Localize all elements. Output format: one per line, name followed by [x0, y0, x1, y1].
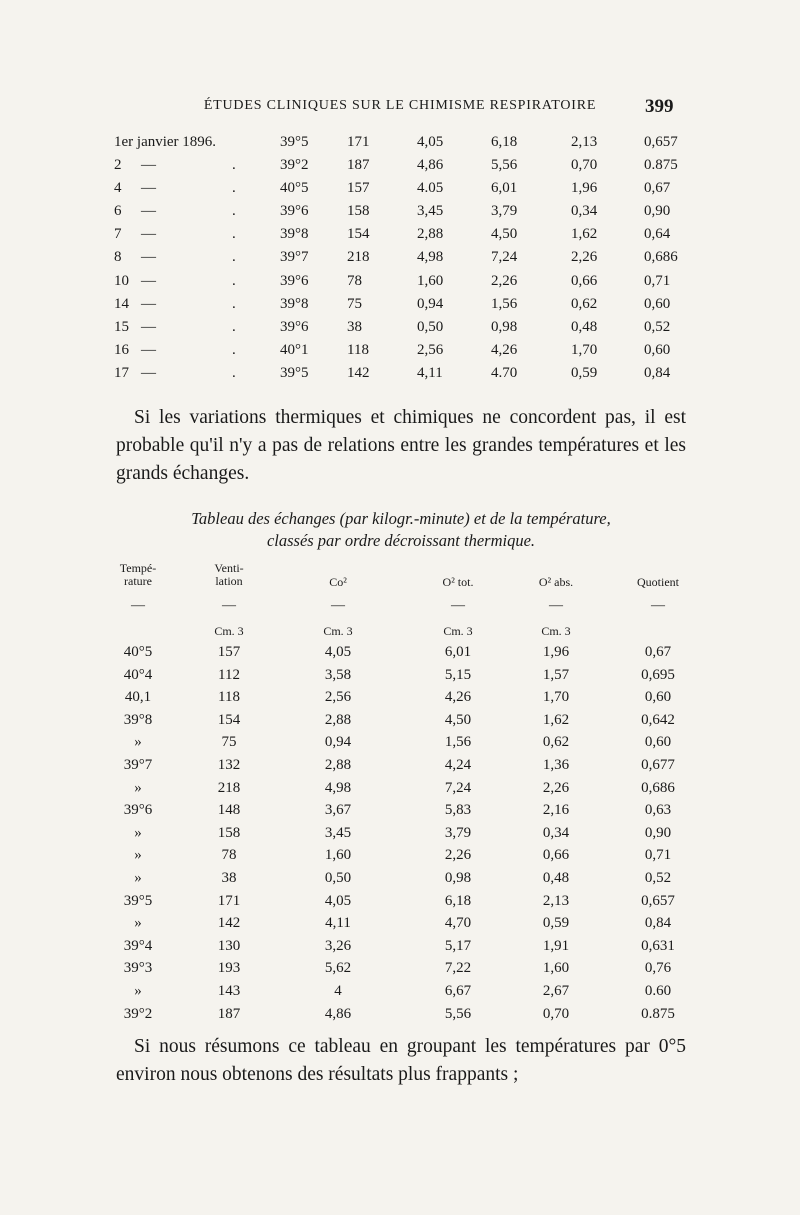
o2-total-cell: 1,56 [491, 295, 518, 312]
ventilation-cell: 118 [218, 689, 240, 706]
header-dash: — [549, 598, 563, 613]
co2-cell: 2,88 [417, 226, 444, 243]
table-row [116, 1006, 696, 1029]
header-rule-row [116, 598, 696, 620]
column-header-temperature: Tempé- rature [119, 561, 157, 588]
co2-cell: 4,98 [417, 249, 444, 266]
temperature-cell: 40°5 [280, 180, 309, 197]
o2-total-cell: 3,79 [444, 824, 472, 841]
quotient-cell: 0,67 [644, 180, 671, 197]
quotient-cell: 0,695 [641, 666, 675, 683]
o2-absorbed-cell: 1,36 [542, 756, 570, 773]
o2-total-cell: 7,22 [444, 960, 472, 977]
o2-total-cell: 4,26 [491, 341, 518, 358]
ditto-dash: — [141, 318, 156, 335]
table-row [114, 319, 694, 342]
table-row [116, 780, 696, 803]
ventilation-cell: 38 [347, 318, 362, 335]
o2-absorbed-cell: 0,70 [571, 157, 598, 174]
column-header-o2-absorbed: O² abs. [538, 575, 574, 589]
ventilation-cell: 75 [221, 734, 237, 751]
temperature-cell: 39°8 [123, 711, 153, 728]
ventilation-cell: 130 [217, 937, 241, 954]
table-row [116, 667, 696, 690]
temperature-cell: 40°4 [123, 666, 153, 683]
o2-total-cell: 2,26 [444, 847, 472, 864]
temperature-cell: » [134, 734, 142, 751]
quotient-cell: 0,631 [641, 937, 675, 954]
date-cell: 14 [114, 295, 129, 312]
header-dash: — [331, 598, 345, 613]
temperature-cell: 40°1 [280, 341, 309, 358]
date-cell: 15 [114, 318, 129, 335]
temperature-cell: 39°6 [280, 272, 309, 289]
temperature-cell: 40°5 [123, 644, 153, 660]
unit-label: Cm. 3 [541, 624, 571, 638]
table-row [116, 893, 696, 916]
quotient-cell: 0,76 [644, 960, 672, 977]
leader-dot: . [232, 272, 236, 289]
temperature-cell: 39°6 [280, 318, 309, 335]
temperature-cell: 39°5 [280, 134, 309, 150]
date-cell: 1er janvier 1896. [114, 134, 217, 150]
ditto-dash: — [141, 203, 156, 220]
quotient-cell: 0.875 [641, 1005, 675, 1022]
co2-cell: 3,45 [324, 824, 352, 841]
co2-cell: 4,11 [325, 915, 351, 932]
o2-total-cell: 4,24 [444, 756, 472, 773]
quotient-cell: 0,642 [641, 711, 675, 728]
leader-dot: . [232, 203, 236, 220]
o2-absorbed-cell: 1,70 [542, 689, 570, 706]
unit-label: Cm. 3 [443, 624, 473, 638]
ditto-dash: — [141, 249, 156, 266]
temperature-cell: 39°8 [280, 226, 309, 243]
quotient-cell: 0,686 [641, 779, 675, 796]
ventilation-cell: 187 [217, 1005, 241, 1022]
o2-total-cell: 7,24 [491, 249, 518, 266]
ventilation-cell: 75 [347, 295, 362, 312]
ditto-dash: — [141, 364, 156, 381]
temperature-cell: 39°3 [123, 960, 153, 977]
ventilation-cell: 143 [217, 982, 241, 999]
table-row [116, 712, 696, 735]
table-caption [116, 508, 686, 552]
o2-absorbed-cell: 0,59 [542, 915, 570, 932]
quotient-cell: 0,84 [644, 364, 671, 381]
o2-total-cell: 5,15 [444, 666, 472, 683]
co2-cell: 4,05 [324, 892, 352, 909]
unit-label: Cm. 3 [323, 624, 353, 638]
table-row [114, 226, 694, 249]
ditto-dash: — [141, 180, 156, 197]
co2-cell: 3,58 [324, 666, 352, 683]
o2-absorbed-cell: 1,57 [542, 666, 570, 683]
o2-absorbed-cell: 2,67 [542, 982, 570, 999]
co2-cell: 3,26 [324, 937, 352, 954]
co2-cell: 4 [334, 982, 342, 999]
co2-cell: 1,60 [417, 272, 444, 289]
body-paragraph [116, 404, 686, 488]
o2-absorbed-cell: 2,26 [571, 249, 598, 266]
ventilation-cell: 118 [347, 341, 369, 358]
leader-dot: . [232, 341, 236, 358]
quotient-cell: 0.875 [644, 157, 678, 174]
o2-absorbed-cell: 2,13 [542, 892, 570, 909]
o2-total-cell: 5,56 [444, 1005, 472, 1022]
header-dash: — [222, 598, 236, 613]
o2-absorbed-cell: 0,34 [571, 203, 598, 220]
o2-absorbed-cell: 1,91 [542, 937, 570, 954]
co2-cell: 3,67 [324, 802, 352, 819]
co2-cell: 2,56 [417, 341, 444, 358]
ditto-dash: — [141, 226, 156, 243]
caption-line: classés par ordre décroissant thermique. [266, 531, 536, 550]
temperature-cell: 39°2 [123, 1005, 153, 1022]
ventilation-cell: 171 [217, 892, 241, 909]
quotient-cell: 0,71 [644, 847, 672, 864]
co2-cell: 0,94 [324, 734, 352, 751]
ventilation-cell: 142 [347, 364, 370, 381]
o2-total-cell: 4,26 [444, 689, 472, 706]
co2-cell: 0,50 [417, 318, 444, 335]
o2-total-cell: 6,67 [444, 982, 472, 999]
table-row [116, 689, 696, 712]
quotient-cell: 0,90 [644, 203, 671, 220]
o2-absorbed-cell: 1,60 [542, 960, 570, 977]
quotient-cell: 0,60 [644, 734, 672, 751]
table-row [114, 342, 694, 365]
running-title: ÉTUDES CLINIQUES SUR LE CHIMISME RESPIRATOIRE [203, 98, 597, 113]
quotient-cell: 0,677 [641, 756, 675, 773]
exchanges-table [116, 562, 696, 1028]
temperature-cell: » [134, 869, 142, 886]
leader-dot: . [232, 180, 236, 197]
date-cell: 2 [114, 157, 122, 174]
table-row [116, 734, 696, 757]
quotient-cell: 0,60 [644, 689, 672, 706]
ventilation-cell: 193 [217, 960, 241, 977]
table-row [114, 134, 694, 157]
units-row [116, 620, 696, 644]
o2-absorbed-cell: 1,70 [571, 341, 598, 358]
co2-cell: 4,86 [324, 1005, 352, 1022]
temperature-cell: 39°5 [123, 892, 153, 909]
o2-total-cell: 4,50 [491, 226, 518, 243]
quotient-cell: 0,657 [641, 892, 675, 909]
ventilation-cell: 218 [347, 249, 370, 266]
o2-absorbed-cell: 1,62 [571, 226, 598, 243]
temperature-cell: 39°2 [280, 157, 309, 174]
column-header-quotient: Quotient [637, 575, 679, 589]
o2-total-cell: 0,98 [491, 318, 518, 335]
temperature-cell: 39°5 [280, 364, 309, 381]
quotient-cell: 0,84 [644, 915, 672, 932]
quotient-cell: 0,60 [644, 295, 671, 312]
quotient-cell: 0,52 [644, 318, 671, 335]
table-row [116, 825, 696, 848]
ventilation-cell: 38 [221, 869, 237, 886]
paragraph-text: Si les variations thermiques et chimiques ne concordent pas, il est probable qu'il n'y a pas de relations entre les grandes températures et les grands échanges. [116, 407, 686, 484]
ditto-dash: — [141, 157, 156, 174]
temperature-cell: » [134, 982, 142, 999]
o2-total-cell: 3,79 [491, 203, 518, 220]
o2-total-cell: 2,26 [491, 272, 518, 289]
ventilation-cell: 154 [217, 711, 241, 728]
leader-dot: . [232, 157, 236, 174]
column-header-ventilation: Venti- lation [214, 561, 244, 588]
ditto-dash: — [141, 295, 156, 312]
leader-dot: . [232, 318, 236, 335]
co2-cell: 4.05 [417, 180, 444, 197]
quotient-cell: 0,60 [644, 341, 671, 358]
o2-total-cell: 6,18 [491, 134, 518, 150]
ventilation-cell: 158 [347, 203, 370, 220]
table-row [114, 180, 694, 203]
co2-cell: 2,88 [324, 711, 352, 728]
co2-cell: 3,45 [417, 203, 444, 220]
table-row [116, 644, 696, 667]
o2-absorbed-cell: 0,62 [571, 295, 598, 312]
ventilation-cell: 154 [347, 226, 370, 243]
column-header-co2: Co² [329, 575, 347, 589]
quotient-cell: 0,90 [644, 824, 672, 841]
co2-cell: 0,94 [417, 295, 444, 312]
o2-total-cell: 4,70 [444, 915, 472, 932]
header-dash: — [651, 598, 665, 613]
ventilation-cell: 78 [221, 847, 237, 864]
ventilation-cell: 158 [217, 824, 241, 841]
ventilation-cell: 148 [217, 802, 241, 819]
date-cell: 7 [114, 226, 122, 243]
table-header-row [116, 562, 696, 598]
table-row [114, 273, 694, 296]
o2-total-cell: 6,01 [444, 644, 472, 660]
o2-absorbed-cell: 1,96 [542, 644, 570, 660]
temperature-cell: 39°8 [280, 295, 309, 312]
co2-cell: 0,50 [324, 869, 352, 886]
header-dash: — [451, 598, 465, 613]
co2-cell: 5,62 [324, 960, 352, 977]
leader-dot: . [232, 295, 236, 312]
temperature-cell: 39°6 [123, 802, 153, 819]
table-row [116, 870, 696, 893]
o2-total-cell: 4.70 [491, 364, 518, 381]
date-cell: 6 [114, 203, 122, 220]
o2-absorbed-cell: 0,70 [542, 1005, 570, 1022]
ditto-dash: — [141, 341, 156, 358]
ventilation-cell: 171 [347, 134, 370, 150]
table-row [116, 847, 696, 870]
o2-total-cell: 5,17 [444, 937, 472, 954]
page-number: 399 [645, 96, 674, 117]
table-row [114, 203, 694, 226]
body-paragraph [116, 1033, 686, 1089]
ventilation-cell: 157 [217, 644, 241, 660]
o2-total-cell: 5,56 [491, 157, 518, 174]
temperature-cell: 39°4 [123, 937, 153, 954]
o2-absorbed-cell: 0,66 [542, 847, 570, 864]
co2-cell: 4,98 [324, 779, 352, 796]
header-dash: — [131, 598, 145, 613]
quotient-cell: 0,686 [644, 249, 678, 266]
ventilation-cell: 112 [218, 666, 240, 683]
o2-total-cell: 6,18 [444, 892, 472, 909]
o2-total-cell: 5,83 [444, 802, 472, 819]
co2-cell: 2,88 [324, 756, 352, 773]
quotient-cell: 0,657 [644, 134, 678, 150]
column-header-o2-total: O² tot. [442, 575, 474, 589]
quotient-cell: 0.60 [644, 982, 672, 999]
quotient-cell: 0,52 [644, 869, 672, 886]
o2-total-cell: 0,98 [444, 869, 472, 886]
ventilation-cell: 187 [347, 157, 370, 174]
temperature-cell: » [134, 915, 142, 932]
co2-cell: 2,56 [324, 689, 352, 706]
date-cell: 4 [114, 180, 122, 197]
quotient-cell: 0,63 [644, 802, 672, 819]
o2-total-cell: 4,50 [444, 711, 472, 728]
o2-absorbed-cell: 1,96 [571, 180, 598, 197]
quotient-cell: 0,67 [644, 644, 672, 660]
quotient-cell: 0,71 [644, 272, 671, 289]
o2-absorbed-cell: 0,48 [542, 869, 570, 886]
table-row [114, 157, 694, 180]
o2-absorbed-cell: 2,13 [571, 134, 598, 150]
o2-absorbed-cell: 2,26 [542, 779, 570, 796]
table-row [114, 249, 694, 272]
o2-total-cell: 1,56 [444, 734, 472, 751]
o2-total-cell: 6,01 [491, 180, 518, 197]
ventilation-cell: 218 [217, 779, 241, 796]
temperature-cell: » [134, 824, 142, 841]
quotient-cell: 0,64 [644, 226, 671, 243]
o2-absorbed-cell: 0,62 [542, 734, 570, 751]
table-row [116, 938, 696, 961]
table-row [116, 960, 696, 983]
o2-absorbed-cell: 0,66 [571, 272, 598, 289]
ventilation-cell: 157 [347, 180, 370, 197]
ditto-dash: — [141, 272, 156, 289]
table-row [116, 802, 696, 825]
co2-cell: 4,05 [417, 134, 444, 150]
table-row [116, 757, 696, 780]
table-row [116, 983, 696, 1006]
o2-total-cell: 7,24 [444, 779, 472, 796]
co2-cell: 4,05 [324, 644, 352, 660]
ventilation-cell: 132 [217, 756, 241, 773]
o2-absorbed-cell: 0,48 [571, 318, 598, 335]
date-cell: 17 [114, 364, 129, 381]
co2-cell: 4,11 [417, 364, 443, 381]
date-cell: 8 [114, 249, 122, 266]
paragraph-text: Si nous résumons ce tableau en groupant les températures par 0°5 environ nous obtenons des résultats plus frappants ; [116, 1036, 686, 1085]
o2-absorbed-cell: 0,59 [571, 364, 598, 381]
o2-absorbed-cell: 0,34 [542, 824, 570, 841]
unit-label: Cm. 3 [214, 624, 244, 638]
caption-line: Tableau des échanges (par kilogr.-minute) et de la température, [191, 509, 611, 528]
ventilation-cell: 142 [217, 915, 241, 932]
table-row [114, 296, 694, 319]
co2-cell: 4,86 [417, 157, 444, 174]
temperature-cell: 39°7 [280, 249, 309, 266]
leader-dot: . [232, 226, 236, 243]
temperature-cell: » [134, 847, 142, 864]
temperature-cell: » [134, 779, 142, 796]
leader-dot: . [232, 364, 236, 381]
o2-absorbed-cell: 2,16 [542, 802, 570, 819]
temperature-cell: 39°7 [123, 756, 153, 773]
date-cell: 16 [114, 341, 129, 358]
ventilation-cell: 78 [347, 272, 362, 289]
temperature-cell: 39°6 [280, 203, 309, 220]
table-row [116, 915, 696, 938]
co2-cell: 1,60 [324, 847, 352, 864]
table-row [114, 365, 694, 388]
o2-absorbed-cell: 1,62 [542, 711, 570, 728]
date-cell: 10 [114, 272, 129, 289]
leader-dot: . [232, 249, 236, 266]
temperature-cell: 40,1 [124, 689, 152, 706]
continued-data-table [114, 134, 694, 388]
